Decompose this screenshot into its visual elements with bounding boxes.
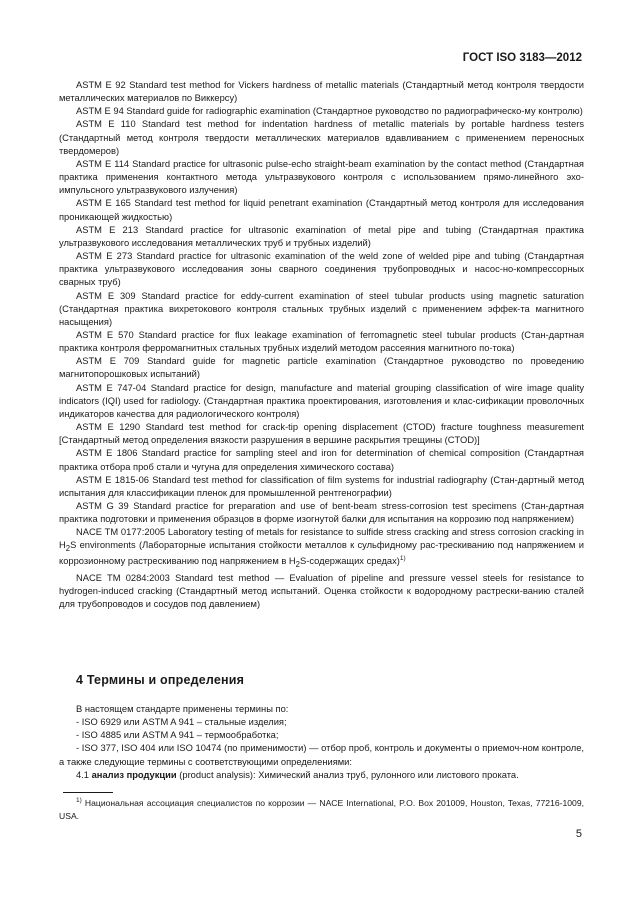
section-intro: В настоящем стандарте применены термины по: <box>76 704 289 714</box>
reference-item: ASTM E 1290 Standard test method for crack-tip opening displacement (CTOD) fracture toughness measurement [Стандартный метод определения вязкости разрушения в вершине раскрытия трещины (CTOD)] <box>59 422 584 446</box>
terms-section <box>59 703 584 782</box>
nace-0177-text: S environments (Лабораторные испытания стойкости металлов к сульфидному рас-трескиванию под напряжением и коррозионному растрескиванию под напряжением в H <box>59 540 584 567</box>
document-header: ГОСТ ISO 3183—2012 <box>462 52 582 64</box>
footnote-reference: 1) <box>399 555 406 563</box>
section-title: 4 Термины и определения <box>76 673 245 687</box>
footnote <box>59 797 584 823</box>
footnote-mark: 1) <box>76 797 82 805</box>
reference-item: ASTM E 747-04 Standard practice for design, manufacture and material grouping classification of wire image quality indicators (IQI) used for radiology. (Стандартная практика проектирования, изготовления и клас-сификации проволочных индикаторов качества для радиологического контроля) <box>59 382 584 419</box>
reference-item: ASTM E 213 Standard practice for ultrasonic examination of metal pipe and tubing (Стандартная практика ультразвукового исследования металлических труб и трубных изделий) <box>59 224 584 248</box>
reference-item: ASTM E 273 Standard practice for ultrasonic examination of the weld zone of welded pipe and tubing (Стандартная практика ультразвукового исследования зоны сварного соединения трубопроводных и насос-но-компрессорных сварных труб) <box>59 251 584 288</box>
term-definition <box>59 769 584 782</box>
reference-item: ASTM E 110 Standard test method for indentation hardness of metallic materials by portable hardness testers (Стандартный метод контроля твердости металлических материалов вдавливанием с применением переносных твердомеров) <box>59 119 584 156</box>
subscript: 2 <box>295 560 300 570</box>
reference-item-nace-0177 <box>59 526 584 571</box>
list-item: - ISO 377, ISO 404 или ISO 10474 (по применимости) — отбор проб, контроль и документы о приемоч-ном контроле, а также следующие термины с соответствующими определениями: <box>59 743 584 767</box>
reference-item: ASTM E 165 Standard test method for liquid penetrant examination (Стандартный метод контроля для исследования проникающей жидкостью) <box>59 198 584 222</box>
reference-item: ASTM E 94 Standard guide for radiographic examination (Стандартное руководство по радиографическо-му контролю) <box>76 106 583 117</box>
nace-0177-text: S-содержащих средах) <box>300 556 400 567</box>
reference-item: ASTM E 1806 Standard practice for sampling steel and iron for determination of chemical composition (Стандартная практика отбора проб стали и чугуна для определения химического состава) <box>59 448 584 472</box>
reference-item: ASTM E 114 Standard practice for ultrasonic pulse-echo straight-beam examination by the contact method (Стандартная практика применения контактного метода ультразвукового контроля с использованием прямо-линейного эхо-импульсного ультразвукового излучения) <box>59 158 584 196</box>
term-number: 4.1 <box>76 769 89 780</box>
footnote-divider <box>63 792 113 793</box>
reference-item: ASTM E 709 Standard guide for magnetic particle examination (Стандартное руководство по проведению магнитопорошковых испытаний) <box>59 356 584 380</box>
term-name: анализ продукции <box>91 769 177 780</box>
normative-references <box>59 79 584 611</box>
subscript: 2 <box>65 544 71 554</box>
footnote-text: Национальная ассоциация специалистов по коррозии — NACE International, P.O. Box 201009, Houston, Texas, 77216-1009, USA. <box>59 798 585 821</box>
reference-item: ASTM E 92 Standard test method for Vickers hardness of metallic materials (Стандартный метод контроля твердости металлических материалов по Виккерсу) <box>59 80 584 104</box>
list-item: - ISO 4885 или ASTM A 941 – термообработка; <box>76 730 279 741</box>
list-item: - ISO 6929 или ASTM A 941 – стальные изделия; <box>76 717 287 728</box>
reference-item: ASTM E 309 Standard practice for eddy-current examination of steel tubular products using magnetic saturation (Стандартная практика вихретокового контроля стальных трубных изделий с применением эффек-та магнитного насыщения) <box>59 290 584 327</box>
reference-item: ASTM G 39 Standard practice for preparation and use of bent-beam stress-corrosion test specimens (Стан-дартная практика подготовки и применения образцов в форме изогнутой балки для испытания на коррозию под напряжением) <box>59 501 584 525</box>
term-text: (product analysis): Химический анализ труб, рулонного или листового проката. <box>179 769 519 780</box>
reference-item: ASTM E 570 Standard practice for flux leakage examination of ferromagnetic steel tubular products (Стан-дартная практика контроля ферромагнитных стальных трубных изделий методом рассеяния магнитного по-тока) <box>59 329 584 354</box>
reference-item: NACE TM 0284:2003 Standard test method — Evaluation of pipeline and pressure vessel steels for resistance to hydrogen-induced cracking (Стандартный метод испытаний. Оценка стойкости к водородному растрески-ванию сталей для трубопроводов и сосудов под давлением) <box>59 572 584 609</box>
page-number: 5 <box>575 828 582 840</box>
nace-0177-text: NACE TM 0177:2005 Laboratory testing of metals for resistance to sulfide stress cracking and stress corrosion cracking in H <box>59 527 584 551</box>
reference-item: ASTM E 1815-06 Standard test method for classification of film systems for industrial radiography (Стан-дартный метод испытания для классификации пленок для промышленной рентгенографии) <box>59 474 584 498</box>
